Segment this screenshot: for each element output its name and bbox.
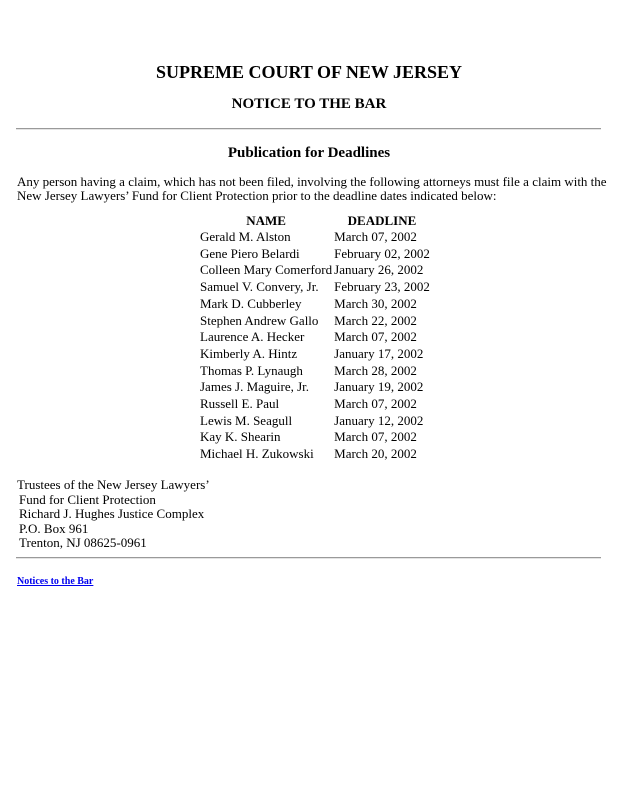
attorney-name: Gene Piero Belardi (200, 245, 300, 261)
attorney-name: Russell E. Paul (200, 396, 280, 412)
deadlines-table (199, 213, 431, 463)
attorney-name: Gerald M. Alston (200, 229, 291, 244)
attorney-name: Mark D. Cubberley (200, 295, 302, 311)
court-title: SUPREME COURT OF NEW JERSEY (155, 62, 463, 82)
deadline-date: January 17, 2002 (334, 345, 424, 361)
attorney-name: Kay K. Shearin (200, 429, 281, 445)
trustees-line: P.O. Box 961 (19, 520, 89, 536)
table-row (199, 313, 431, 330)
table-row (199, 446, 431, 463)
deadline-date: January 19, 2002 (334, 379, 424, 395)
attorney-name: Stephen Andrew Gallo (200, 312, 319, 328)
deadline-date: January 12, 2002 (334, 412, 424, 428)
table-row (199, 413, 431, 430)
intro-paragraph: Any person having a claim, which has not been filed, involving the following attorneys must file a claim with the New Jersey Lawyers’ Fund for Client Protection prior to the deadline dates indicated below: (17, 174, 607, 203)
notice-title: NOTICE TO THE BAR (231, 96, 387, 112)
table-row (199, 279, 431, 296)
trustees-line: Fund for Client Protection (19, 491, 156, 507)
table-row (199, 296, 431, 313)
table-row (199, 396, 431, 413)
table-header-row (199, 213, 431, 229)
attorney-name: Laurence A. Hecker (200, 329, 305, 345)
publication-title: Publication for Deadlines (227, 145, 391, 161)
top-divider (16, 128, 601, 130)
notices-to-the-bar-link[interactable]: Notices to the Bar (17, 576, 94, 587)
table-row (199, 346, 431, 363)
trustees-line: Richard J. Hughes Justice Complex (19, 506, 205, 521)
deadline-date: March 07, 2002 (334, 429, 417, 445)
attorney-name: Samuel V. Convery, Jr. (200, 279, 319, 295)
deadline-date: March 07, 2002 (334, 229, 417, 244)
deadline-date: February 02, 2002 (334, 245, 430, 261)
deadline-date: March 07, 2002 (334, 329, 417, 345)
trustees-line: Trenton, NJ 08625-0961 (19, 535, 147, 550)
trustees-line: Trustees of the New Jersey Lawyers’ (17, 477, 210, 492)
deadline-date: March 20, 2002 (334, 446, 417, 462)
deadline-date: February 23, 2002 (334, 279, 430, 295)
attorney-name: Kimberly A. Hintz (200, 345, 298, 361)
deadline-column-header: DEADLINE (347, 213, 417, 228)
trustees-address-block (17, 478, 210, 551)
table-row (199, 429, 431, 446)
name-column-header: NAME (246, 213, 286, 228)
attorney-name: Michael H. Zukowski (200, 446, 314, 462)
table-row (199, 363, 431, 380)
table-row (199, 329, 431, 346)
attorney-name: Thomas P. Lynaugh (200, 362, 303, 378)
bottom-divider (16, 557, 601, 559)
table-row (199, 379, 431, 396)
table-row (199, 262, 431, 279)
deadline-date: March 28, 2002 (334, 362, 417, 378)
attorney-name: Colleen Mary Comerford (200, 262, 333, 278)
attorney-name: Lewis M. Seagull (200, 412, 293, 428)
deadline-date: March 07, 2002 (334, 396, 417, 412)
table-row (199, 229, 431, 246)
deadline-date: January 26, 2002 (334, 262, 424, 278)
attorney-name: James J. Maguire, Jr. (200, 379, 310, 395)
deadline-date: March 22, 2002 (334, 312, 417, 328)
table-row (199, 246, 431, 263)
deadline-date: March 30, 2002 (334, 295, 417, 311)
